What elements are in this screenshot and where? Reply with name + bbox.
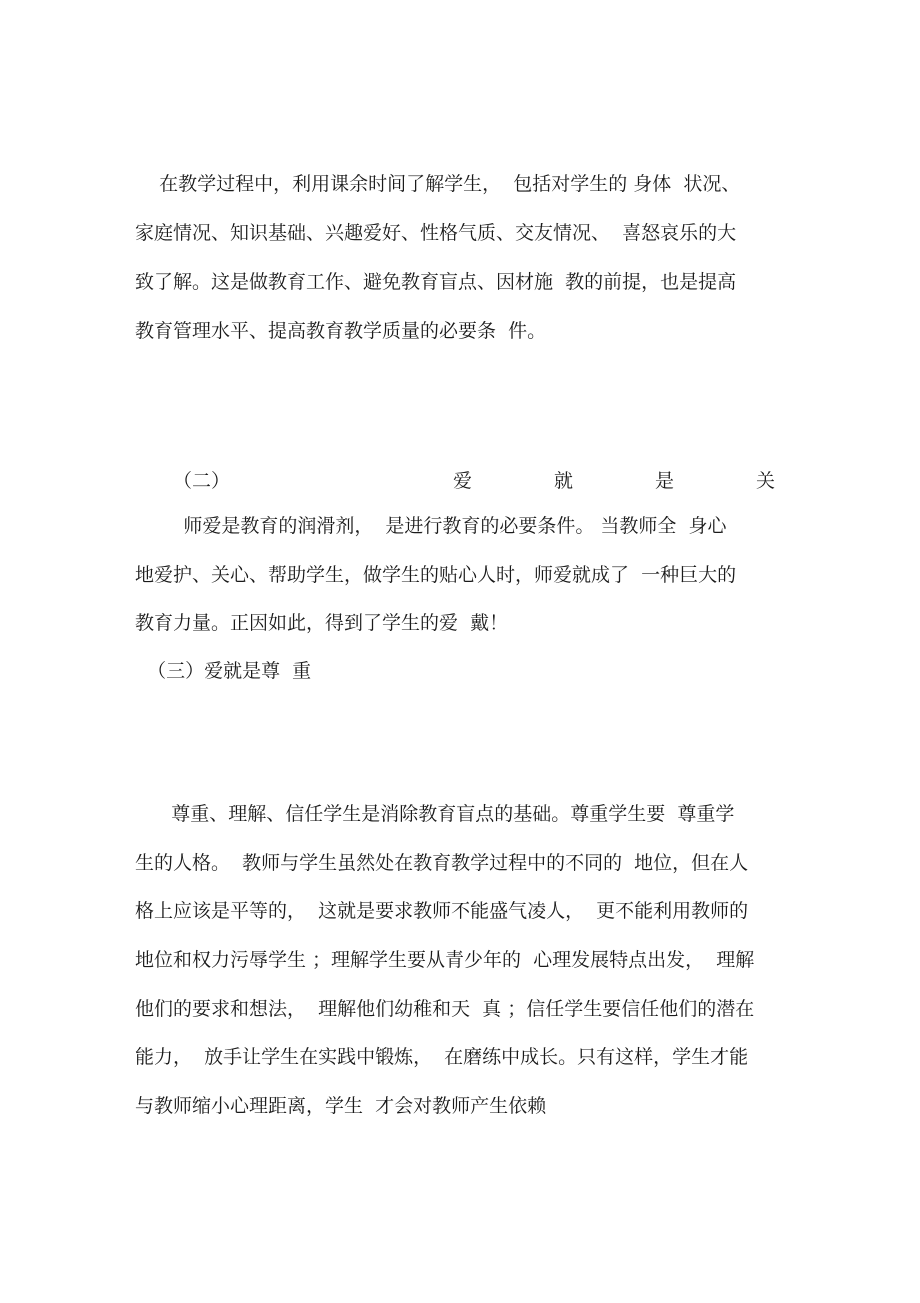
section-2-word-2: 就 xyxy=(554,470,574,492)
section-3-heading: （三）爱就是尊 重 xyxy=(135,660,312,682)
section-2-word-3: 是 xyxy=(655,470,675,492)
paragraph-3-line-6: 能力， 放手让学生在实践中锻炼， 在磨练中成长。只有这样，学生才能 xyxy=(135,1046,749,1068)
paragraph-1-line-1: 在教学过程中，利用课余时间了解学生， 包括对学生的 身体 状况、 xyxy=(135,173,741,195)
paragraph-1-line-2: 家庭情况、知识基础、兴趣爱好、性格气质、交友情况、 喜怒哀乐的大 xyxy=(135,222,737,244)
paragraph-3-line-7: 与教师缩小心理距离，学生 才会对教师产生依赖 xyxy=(135,1095,547,1117)
paragraph-3-line-4: 地位和权力污辱学生 ；理解学生要从青少年的 心理发展特点出发， 理解 xyxy=(135,949,755,971)
section-2-word-4: 关 xyxy=(756,470,776,492)
paragraph-3-line-2: 生的人格。 教师与学生虽然处在教育教学过程中的不同的 地位，但在人 xyxy=(135,852,749,874)
paragraph-3-line-1: 尊重、理解、信任学生是消除教育盲点的基础。尊重学生要 尊重学 xyxy=(135,803,735,825)
section-2-label: （二） xyxy=(173,470,231,492)
paragraph-1-line-3: 致了解。这是做教育工作、避免教育盲点、因材施 教的前提，也是提高 xyxy=(135,271,737,293)
paragraph-3-line-5: 他们的要求和想法， 理解他们幼稚和天 真 ；信任学生要信任他们的潜在 xyxy=(135,998,755,1020)
section-2-word-1: 爱 xyxy=(453,470,473,492)
paragraph-2-line-2: 地爱护、关心、帮助学生，做学生的贴心人时，师爱就成了 一种巨大的 xyxy=(135,564,737,586)
paragraph-1-line-4: 教育管理水平、提高教育教学质量的必要条 件。 xyxy=(135,320,547,342)
paragraph-2-line-1: 师爱是教育的润滑剂， 是进行教育的必要条件。 当教师全 身心 xyxy=(135,515,727,537)
paragraph-3-line-3: 格上应该是平等的， 这就是要求教师不能盛气凌人， 更不能利用教师的 xyxy=(135,900,749,922)
paragraph-2-line-3: 教育力量。正因如此，得到了学生的爱 戴！ xyxy=(135,612,509,634)
